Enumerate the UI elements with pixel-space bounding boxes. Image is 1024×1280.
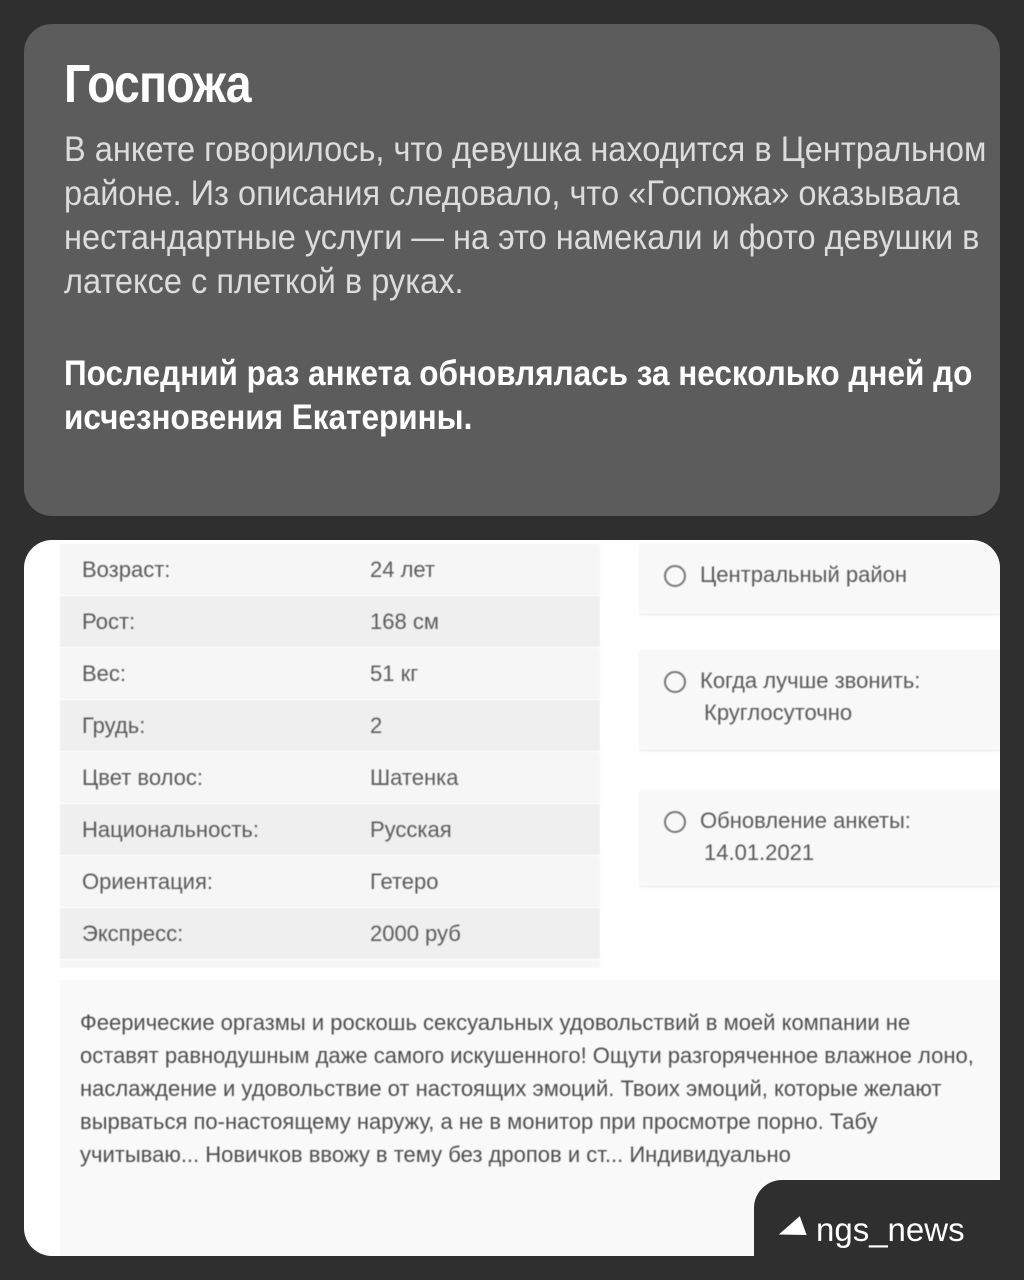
telegram-plane-icon [775, 1216, 806, 1244]
param-key: Ориентация: [82, 868, 214, 894]
param-key: Национальность: [82, 816, 259, 842]
update-label: Обновление анкеты: [700, 808, 911, 833]
param-row [60, 752, 600, 804]
param-value: 51 кг [370, 660, 419, 686]
param-row [60, 648, 600, 700]
param-row [60, 596, 600, 648]
profile-params-table [60, 544, 600, 968]
param-value: Русская [370, 816, 452, 842]
param-row [60, 856, 600, 908]
param-key: Экспресс: [82, 920, 184, 946]
param-key: Грудь: [82, 712, 146, 738]
card-title: Госпожа [64, 54, 251, 114]
param-row [60, 700, 600, 752]
param-value: 2 [370, 712, 383, 738]
call-value: Круглосуточно [704, 700, 853, 725]
refresh-icon [664, 811, 686, 833]
param-key: Вес: [82, 660, 127, 686]
card-body-text: В анкете говорилось, что девушка находится в Центральном районе. Из описания следовало, что «Госпожа» оказывала нестандартные услуги — на это намекали и фото девушки в латексе с плеткой в руках. [64, 130, 987, 301]
brand-handle: ngs_news [816, 1211, 965, 1248]
param-key: Рост: [82, 608, 136, 634]
call-label: Когда лучше звонить: [700, 668, 921, 693]
param-value: Шатенка [370, 764, 459, 790]
param-row [60, 908, 600, 960]
param-row [60, 544, 600, 596]
param-key: Цвет волос: [82, 764, 204, 790]
param-value: 24 лет [370, 556, 436, 582]
param-value: 168 см [370, 608, 439, 634]
profile-description: Феерические оргазмы и роскошь сексуальных удовольствий в моей компании не оставят равнодушным даже самого искушенного! Ощути разгоряченное влажное лоно, наслаждение и удовольствие от настоящих эмоций. Твоих эмоций, которые желают вырваться по-настоящему наружу, а не в монитор при просмотре порно. Табу учитываю... Новичков ввожу в тему без дропов и ст... Индивидуально [60, 980, 1000, 1256]
district-box [640, 544, 1000, 614]
info-card [24, 24, 1000, 516]
clock-icon [664, 671, 686, 693]
param-row [60, 804, 600, 856]
update-value: 14.01.2021 [704, 840, 815, 865]
card-bold-text: Последний раз анкета обновлялась за несколько дней до исчезновения Екатерины. [64, 354, 973, 437]
call-time-box [640, 650, 1000, 750]
param-key: Возраст: [82, 556, 171, 582]
param-value: 2000 руб [370, 920, 461, 946]
location-pin-icon [664, 565, 686, 587]
profile-screenshot [24, 540, 1000, 1256]
param-value: Гетеро [370, 868, 439, 894]
update-box [640, 790, 1000, 886]
district-text: Центральный район [700, 562, 908, 587]
brand-tag [754, 1180, 1024, 1280]
